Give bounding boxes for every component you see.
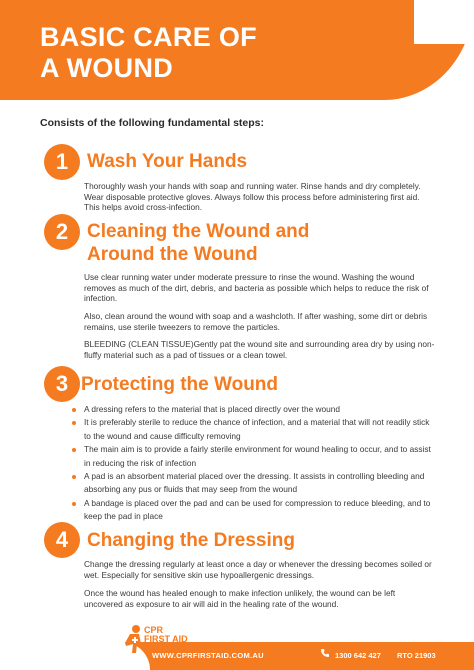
list-item-text: A pad is an absorbent material placed over the dressing. It assists in controlling bleeding and absorbing any pus or fluids that may seep from the wound: [84, 471, 425, 495]
section-paragraph: Change the dressing regularly at least once a day or whenever the dressing becomes soiled or wet. Especially for sensitive skin use hypoallergenic dressings.: [84, 559, 432, 580]
list-item-text: It is preferably sterile to reduce the chance of infection, and a material that will not readily stick to the wound and cause difficulty removing: [84, 417, 430, 441]
logo-text: CPR FIRST AID: [144, 625, 188, 644]
footer-phone-number[interactable]: 1300 642 427: [335, 651, 381, 660]
bullet-icon: [72, 448, 76, 452]
bullet-list: [72, 403, 438, 524]
section-title-changing-dressing: Changing the Dressing: [87, 530, 295, 551]
section-title-cleaning-wound: Cleaning the Wound and Around the Wound: [87, 221, 310, 265]
list-item-text: A dressing refers to the material that is placed directly over the wound: [84, 404, 340, 414]
page-title: BASIC CARE OF A WOUND: [40, 22, 257, 83]
list-item: [72, 470, 438, 497]
section-paragraph: BLEEDING (CLEAN TISSUE)Gently pat the wound site and surrounding area dry by using non-fluffy material such as a pad of tissues or a clean towel.: [84, 339, 435, 360]
section-paragraph: Thoroughly wash your hands with soap and running water. Rinse hands and dry completely. Wear disposable protective gloves. Always follow this process before administering first aid. This helps avoid cross-infection.: [84, 181, 421, 213]
step-number-badge: 2: [44, 214, 80, 250]
section-title-wash-hands: Wash Your Hands: [87, 151, 248, 172]
footer-website-link[interactable]: WWW.CPRFIRSTAID.COM.AU: [152, 651, 264, 660]
list-item: [72, 497, 438, 524]
list-item-text: A bandage is placed over the pad and can be used for compression to reduce bleeding, and to keep the pad in place: [84, 497, 431, 522]
list-item: [72, 443, 438, 470]
bullet-icon: [72, 408, 76, 412]
section-paragraph: Use clear running water under moderate pressure to rinse the wound. Washing the wound removes as much of the dirt, debris, and bacteria as possible which helps to reduce the risk of infection.: [84, 272, 429, 304]
bullet-icon: [72, 502, 76, 506]
list-item-text: The main aim is to provide a fairly sterile environment for wound healing to occur, and to assist in reducing the risk of infection: [84, 444, 431, 468]
footer-rto-number: RTO 21903: [397, 651, 436, 660]
list-item: [72, 403, 438, 416]
bullet-icon: [72, 421, 76, 425]
bullet-icon: [72, 475, 76, 479]
intro-text: Consists of the following fundamental steps:: [40, 117, 265, 129]
step-number-badge: 1: [44, 144, 80, 180]
step-number-badge: 3: [44, 366, 80, 402]
section-paragraph: Also, clean around the wound with soap and a washcloth. If after washing, some dirt or debris remains, use sterile tweezers to remove the particles.: [84, 311, 428, 332]
section-paragraph: Once the wound has healed enough to make infection unlikely, the wound can be left uncovered as exposure to air will aid in the healing rate of the wound.: [84, 588, 396, 609]
cpr-figure-icon: [122, 624, 144, 654]
step-number-badge: 4: [44, 522, 80, 558]
section-title-protecting-wound: Protecting the Wound: [81, 374, 279, 395]
phone-icon: [320, 648, 330, 658]
list-item: [72, 416, 438, 443]
